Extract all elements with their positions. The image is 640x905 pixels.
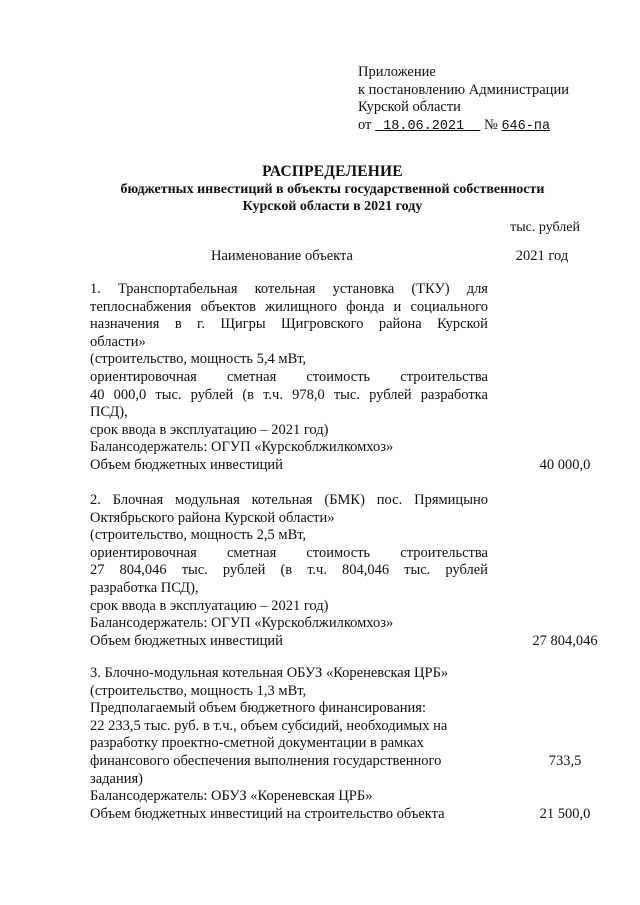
item-line-text: Объем бюджетных инвестиций: [90, 632, 283, 649]
item-line: [90, 753, 630, 771]
item-line-text: Объем бюджетных инвестиций: [90, 456, 283, 473]
column-header-year: 2021 год: [515, 248, 569, 264]
item-line-text: Балансодержатель: ОГУП «Курскоблжилкомхоз»: [90, 615, 394, 632]
item-line-text: Предполагаемый объем бюджетного финансирования:: [90, 700, 426, 717]
item-line-text: срок ввода в эксплуатацию – 2021 год): [90, 421, 329, 438]
decree-date: 18.06.2021: [383, 118, 465, 134]
item-line-text: (строительство, мощность 2,5 мВт,: [90, 527, 307, 544]
item-line: [90, 562, 630, 580]
item-line: [90, 700, 630, 718]
item-line-text: 1. Транспортабельная котельная установка (ТКУ) для: [90, 281, 488, 297]
item-line-text: финансового обеспечения выполнения государственного: [90, 752, 442, 769]
date-prefix: от: [358, 116, 372, 133]
item-line-text: области»: [90, 333, 146, 350]
item-line: [90, 665, 630, 683]
item-line: [90, 510, 630, 528]
item-line: [90, 316, 630, 334]
item-line-text: ориентировочная сметная стоимость строительства: [90, 544, 488, 561]
item-line: [90, 788, 630, 806]
item-line: [90, 439, 630, 457]
item-line-text: (строительство, мощность 1,3 мВт,: [90, 682, 307, 699]
appendix-block: [358, 64, 569, 135]
item-line: [90, 735, 630, 753]
item-line: [90, 281, 630, 299]
item-line: [90, 527, 630, 545]
investment-value: 21 500,0: [539, 805, 591, 822]
item-line-text: Октябрьского района Курской области»: [90, 509, 335, 526]
column-header-name: Наименование объекта: [211, 248, 353, 264]
item-line-text: теплоснабжения объектов жилищного фонда и социального: [90, 298, 488, 315]
title-line-1: РАСПРЕДЕЛЕНИЕ: [262, 163, 403, 180]
item-line: [90, 404, 630, 422]
item-line-text: срок ввода в эксплуатацию – 2021 год): [90, 597, 329, 614]
item-line: [90, 422, 630, 440]
item-line: [90, 580, 630, 598]
item-line-text: 40 000,0 тыс. рублей (в т.ч. 978,0 тыс. рублей разработка: [90, 386, 488, 403]
item-line: [90, 387, 630, 405]
item-line: [90, 545, 630, 563]
item-line-text: 2. Блочная модульная котельная (БМК) пос. Прямицыно: [90, 492, 488, 508]
object-item-1: [90, 281, 630, 475]
item-line-text: Объем бюджетных инвестиций на строительство объекта: [90, 805, 445, 822]
document-title: [60, 163, 605, 216]
item-line-text: ПСД),: [90, 404, 128, 421]
object-item-3: [90, 665, 630, 823]
object-item-2: [90, 492, 630, 650]
item-line: [90, 718, 630, 736]
item-line-text: задания): [90, 770, 143, 787]
item-line-text: 27 804,046 тыс. рублей (в т.ч. 804,046 тыс. рублей: [90, 562, 488, 579]
item-line-text: назначения в г. Щигры Щигровского района Курской: [90, 316, 488, 333]
item-line-text: Балансодержатель: ОБУЗ «Кореневская ЦРБ»: [90, 788, 373, 805]
item-line: [90, 615, 630, 633]
item-line-text: разработка ПСД),: [90, 579, 199, 596]
investment-value: 27 804,046: [532, 632, 598, 649]
item-line: [90, 633, 630, 651]
item-line: [90, 299, 630, 317]
units-label: тыс. рублей: [510, 220, 580, 235]
item-line: [90, 598, 630, 616]
item-line: [90, 369, 630, 387]
decree-number: 646-па: [501, 118, 551, 134]
investment-value: 40 000,0: [539, 456, 591, 473]
item-line: [90, 351, 630, 369]
appendix-date-line: [358, 117, 569, 136]
item-line: [90, 683, 630, 701]
item-line: [90, 334, 630, 352]
item-line: [90, 806, 630, 824]
item-line-text: ориентировочная сметная стоимость строительства: [90, 368, 488, 385]
title-line-2: бюджетных инвестиций в объекты государственной собственности: [120, 181, 545, 197]
item-line-text: Балансодержатель: ОГУП «Курскоблжилкомхоз»: [90, 439, 394, 456]
appendix-line-1: Приложение: [358, 64, 436, 80]
item-line-text: (строительство, мощность 5,4 мВт,: [90, 351, 307, 368]
item-line-text: разработку проектно-сметной документации в рамках: [90, 735, 424, 752]
item-line: [90, 492, 630, 510]
appendix-line-3: Курской области: [358, 99, 461, 115]
number-prefix: №: [483, 116, 498, 133]
item-line: [90, 771, 630, 789]
title-line-3: Курской области в 2021 году: [242, 199, 423, 214]
item-line-text: 3. Блочно-модульная котельная ОБУЗ «Кореневская ЦРБ»: [90, 665, 449, 681]
item-line-text: 22 233,5 тыс. руб. в т.ч., объем субсидий, необходимых на: [90, 717, 448, 734]
item-line: [90, 457, 630, 475]
appendix-line-2: к постановлению Администрации: [358, 81, 569, 98]
design-subsidy-value: 733,5: [548, 752, 582, 769]
